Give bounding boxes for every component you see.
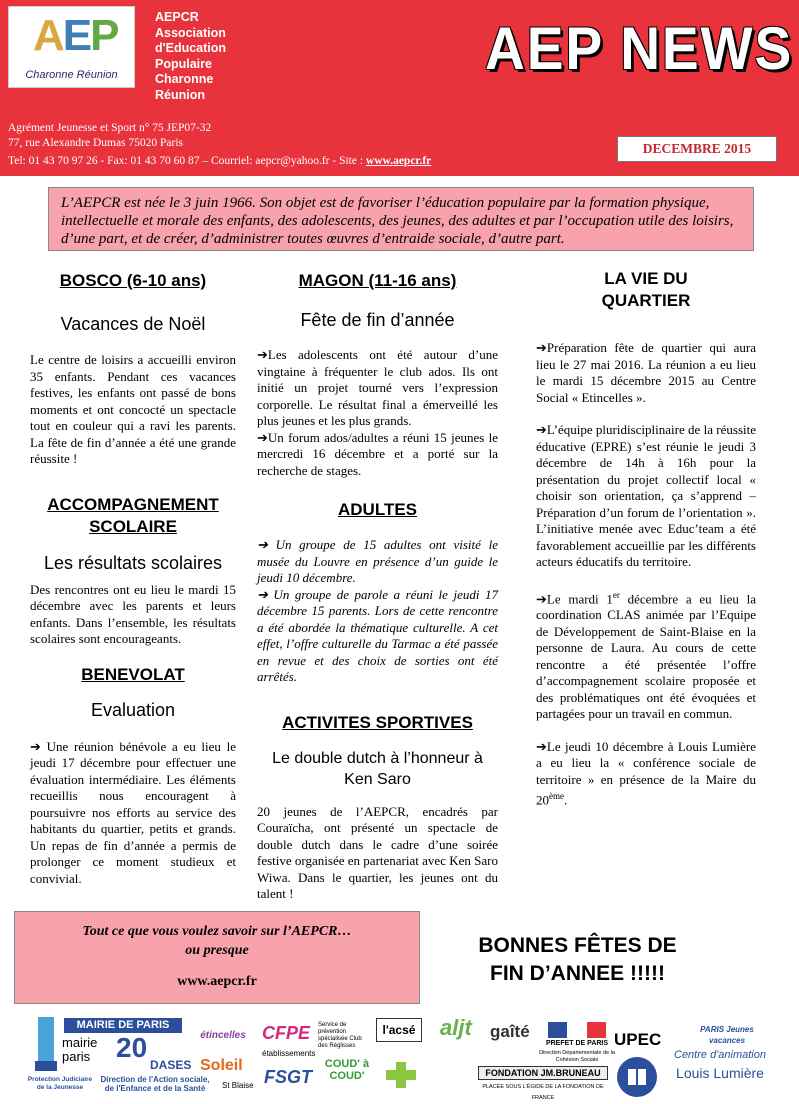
fsgt-logo: FSGT (264, 1067, 312, 1087)
pjj-logo: Protection Judiciaire de la Jeunesse (27, 1076, 93, 1091)
prefet-subtitle: Direction Départementale de la Cohésion Sociale (539, 1050, 615, 1063)
gaite-logo: gaîté (490, 1022, 530, 1041)
magon-title: MAGON (11-16 ans) (298, 271, 457, 290)
benevolat-subtitle: Evaluation (90, 699, 176, 720)
cfpe-subtitle: établissements (262, 1049, 316, 1058)
quartier-title: LA VIE DU QUARTIER (601, 269, 691, 310)
aepcr-logo (8, 6, 135, 88)
quartier-p4: ➔Le jeudi 10 décembre à Louis Lumière a eu lieu la « conférence sociale de territoire » en présence de la Maire du 20ème. (536, 738, 756, 808)
aljt-logo: aljt (440, 1015, 472, 1040)
acse-logo: l'acsé (376, 1018, 422, 1042)
magon-text: ➔Les adolescents ont été autour d’une vingtaine à fréquenter le club ados. Ils ont initié un projet tourné vers l’expression corporelle. Le résultat final a émerveillé les plus jeunes et les plus grands. ➔Un forum ados/adultes a réuni 15 jeunes le mercredi 16 décembre et a porté sur la recherche de stages. (257, 347, 498, 478)
accompagnement-title: ACCOMPAGNEMENT SCOLAIRE (47, 494, 219, 536)
masthead-title: AEP NEWS (485, 15, 794, 82)
logo-caption: Charonne Réunion (25, 69, 118, 81)
quartier-p1: ➔Préparation fête de quartier qui aura lieu le 27 mai 2016. La réunion a eu lieu le mardi 15 décembre 2015 au Centre Social « Etincelles ». (536, 340, 756, 405)
accompagnement-subtitle: Les résultats scolaires (43, 552, 223, 573)
book-emblem-logo (616, 1056, 658, 1098)
column-middle (257, 270, 498, 903)
dases-logo: DASES (150, 1058, 192, 1072)
adultes-text: ➔ Un groupe de 15 adultes ont visité le musée du Louvre en présence d’un guide le jeudi 10 décembre. ➔ Un groupe de parole a réuni le jeudi 17 décembre 15 parents. Lors de cette rencontre a été abordée la thématique culturelle. A cet effet, l’offre culturelle du Tarmac a été passée en revue et des choix de sorties ont été arrêtés. (257, 537, 498, 684)
intro-box: L’AEPCR est née le 3 juin 1966. Son objet est de favoriser l’éducation populaire par la formation physique, intellectuelle et morale des enfants, des adolescents, des jeunes, des adultes et par l’occupation utile des loisirs, d’une part, et de créer, d’administrer toutes œuvres d’entraide sociale, d’autre part. (48, 187, 754, 251)
organization-name: AEPCR Association d'Education Populaire Charonne Réunion (155, 10, 227, 102)
green-cross-logo (384, 1060, 418, 1090)
fondation-bruneau-logo: FONDATION JM.BRUNEAU (478, 1066, 608, 1080)
soleil-logo: Soleil (200, 1057, 243, 1074)
cfpe-logo: CFPE (262, 1023, 311, 1043)
quartier-p2: ➔L’équipe pluridisciplinaire de la réussite éducative (EPRE) s’est réunie le jeudi 3 décembre de 14h à 16h pour la présentation du projet collectif local « choisir son orientation, ça s’apprend –Préparation d’un forum de l’orientation ». L’initiative menée avec Educ’team a été favorablement accueillie par les différents acteurs éducatifs du territoire. (536, 422, 756, 569)
dases-text: Direction de l'Action sociale, de l'Enfance et de la Santé (100, 1075, 210, 1093)
republique-flag (548, 1022, 606, 1038)
logo-letters: AEP (33, 11, 118, 60)
mairie20-text: mairie paris (62, 1035, 98, 1064)
promo-line2: ou presque (185, 943, 249, 958)
fondation-subtitle: PLACÉE SOUS L'ÉGIDE DE LA FONDATION DE FRANCE (482, 1084, 604, 1101)
quartier-p3: ➔Le mardi 1er décembre a eu lieu la coordination CLAS animée par l’Equipe de Développement de Saint-Blaise en la personne de Laura. Au cours de cette rencontre a été présentée l’offre d’accompagnement scolaire proposée et des problématiques ont été évoquées et partagées pour un travail en commun. (536, 589, 756, 722)
etincelles-logo: étincelles (200, 1030, 246, 1041)
prefet-logo: PREFET DE PARIS (545, 1040, 609, 1047)
adultes-title: ADULTES (337, 500, 417, 519)
green-cross-icon (384, 1060, 418, 1090)
book-emblem-icon (616, 1056, 658, 1098)
contact-line (8, 155, 431, 167)
benevolat-text: ➔ Une réunion bénévole a eu lieu le jeudi 17 décembre pour effectuer une évaluation intermédiaire. Les éléments recueillis nous encouragent à poursuivre nos efforts au service des habitants du quartier, petits et grands. Un repas de fin d’année a permis de prolonger ce moment studieux et convivial. (30, 738, 236, 886)
magon-subtitle: Fête de fin d’année (300, 310, 455, 330)
sport-title: ACTIVITES SPORTIVES (282, 712, 473, 732)
mairie20-number: 20 (116, 1032, 148, 1063)
benevolat-title: BENEVOLAT (81, 664, 185, 684)
paris-jeunes-logo: PARIS Jeunes vacances (700, 1025, 754, 1045)
season-greeting: BONNES FÊTES DE FIN D’ANNEE !!!!! (478, 934, 677, 985)
promo-url-link[interactable]: www.aepcr.fr (177, 974, 257, 989)
column-left (30, 270, 236, 887)
bosco-title: BOSCO (6-10 ans) (59, 271, 207, 290)
flag-icon (548, 1022, 606, 1038)
column-right (536, 268, 756, 809)
club-reglisses-logo: Service de prévention spécialisée Club des Réglisses (318, 1022, 362, 1049)
zeste-logo (32, 1017, 60, 1072)
promo-box (14, 911, 420, 1004)
bosco-text: Le centre de loisirs a accueilli environ 35 enfants. Pendant ces vacances festives, les enfants ont passé de bons moments et ont concocté un spectacle tout en couleur qui a ravi les parents. La fête de fin d’année a été une grande réussite ! (30, 352, 236, 466)
address-line: 77, rue Alexandre Dumas 75020 Paris (8, 137, 184, 149)
zeste-logo-mark (32, 1017, 60, 1072)
louis-lumiere-logo: Louis Lumière (676, 1065, 764, 1081)
soleil-subtitle: St Blaise (222, 1081, 254, 1090)
site-link[interactable]: www.aepcr.fr (365, 155, 432, 167)
issue-date: DECEMBRE 2015 (617, 136, 777, 162)
upec-logo: UPEC (614, 1030, 662, 1049)
sport-text: 20 jeunes de l’AEPCR, encadrés par Couraïcha, ont présenté un spectacle de double dutch dans le cadre d’une soirée festive organisée en partenariat avec Ken Saro Wiwa. Dans le quartier, les jeunes ont du talent ! (257, 803, 498, 901)
coud-a-coud-logo: COUD' à COUD' (324, 1058, 370, 1082)
sport-subtitle: Le double dutch à l’honneur à Ken Saro (272, 749, 483, 788)
bosco-subtitle: Vacances de Noël (60, 314, 206, 334)
promo-line1: Tout ce que vous voulez savoir sur l’AEPCR… (82, 924, 352, 939)
accompagnement-text: Des rencontres ont eu lieu le mardi 15 décembre avec les parents et leurs enfants. Dans l’ensemble, les résultats scolaires sont encourageants. (30, 581, 236, 646)
centre-animation-logo: Centre d'animation (674, 1049, 766, 1061)
agrement-line: Agrément Jeunesse et Sport n° 75 JEP07-32 (8, 122, 212, 134)
contact-text: Tel: 01 43 70 97 26 - Fax: 01 43 70 60 87 – Courriel: aepcr@yahoo.fr - Site : (8, 155, 366, 167)
mairie-de-paris-logo: MAIRIE DE PARIS (64, 1018, 182, 1033)
